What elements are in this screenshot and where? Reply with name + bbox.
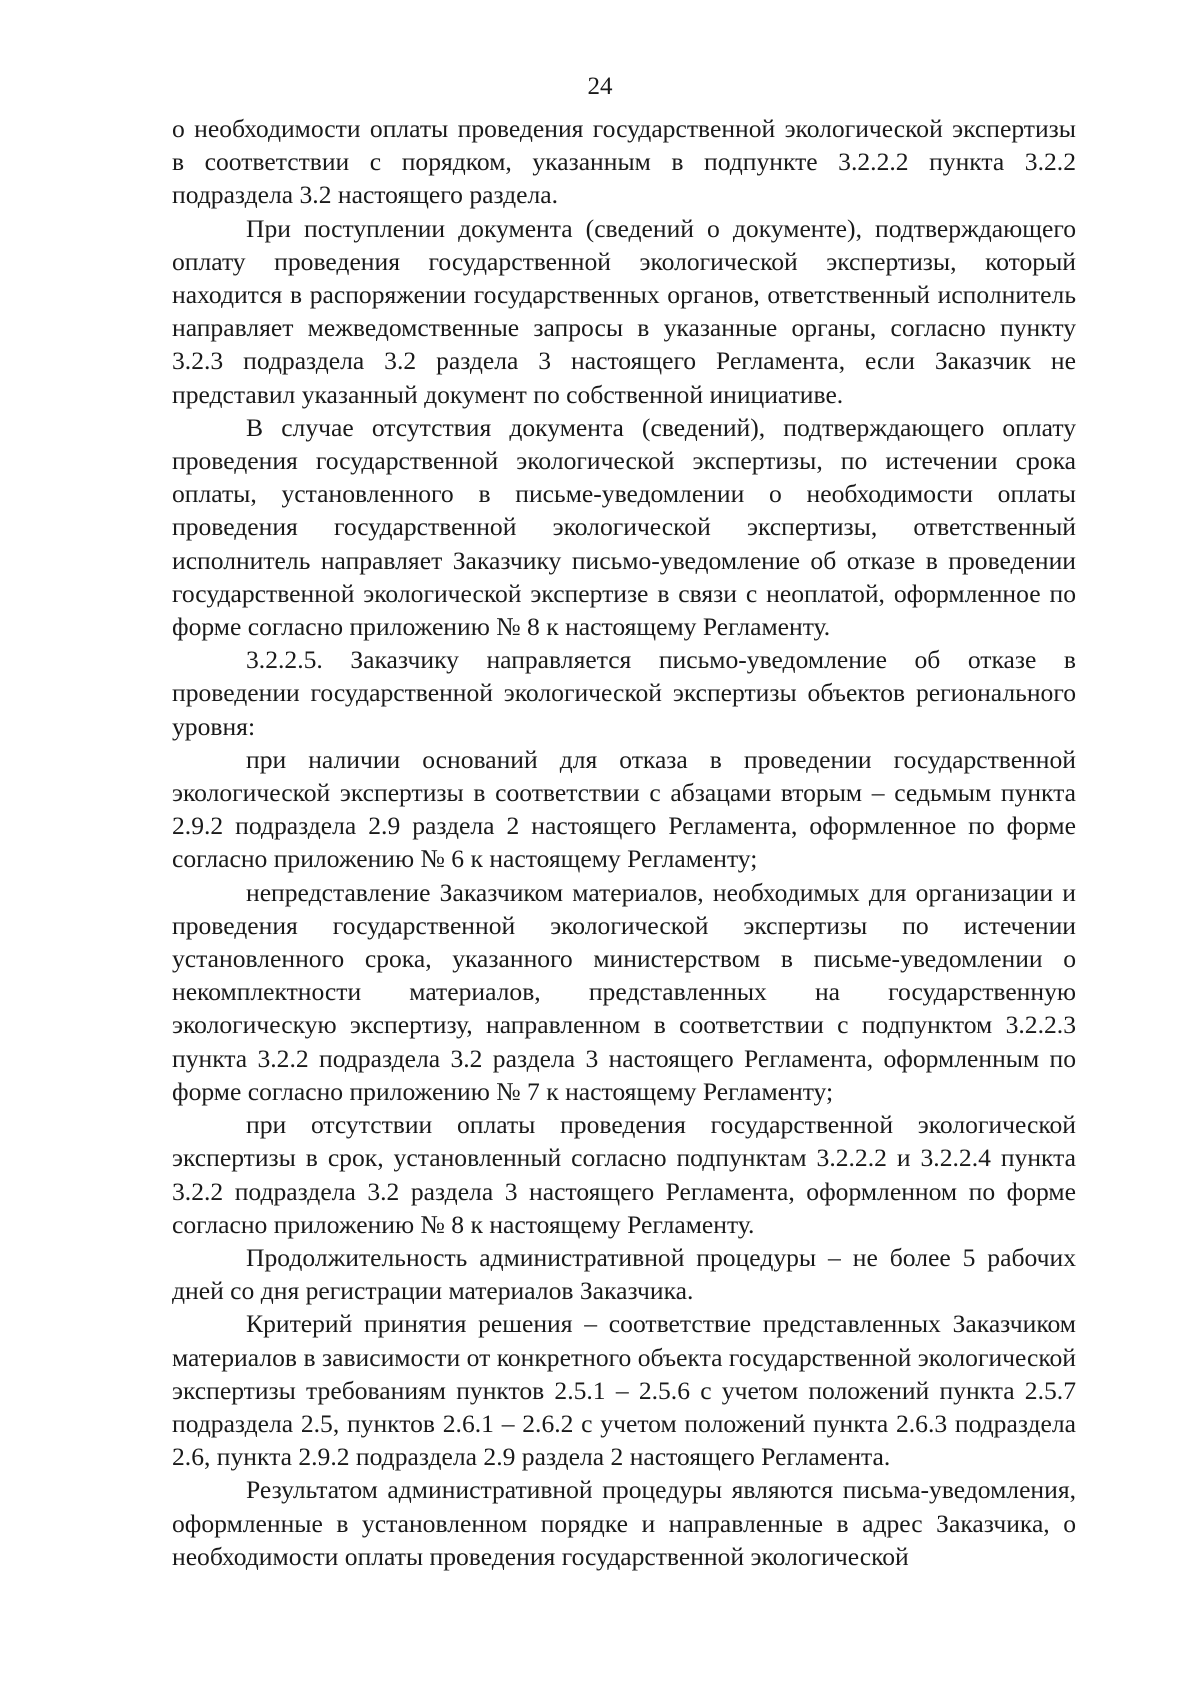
paragraph: непредставление Заказчиком материалов, необходимых для организации и проведения государственной экологической экспертизы по истечении установленного срока, указанного министерством в письме-уведомлении о некомплектности материалов, представленных на государственную экологическую экспертизу, направленном в соответствии с подпунктом 3.2.2.3 пункта 3.2.2 подраздела 3.2 раздела 3 настоящего Регламента, оформленным по форме согласно приложению № 7 к настоящему Регламенту; — [172, 877, 1076, 1106]
paragraph: При поступлении документа (сведений о документе), подтверждающего оплату проведения государственной экологической экспертизы, который находится в распоряжении государственных органов, ответственный исполнитель направляет межведомственные запросы в указанные органы, согласно пункту 3.2.3 подраздела 3.2 раздела 3 настоящего Регламента, если Заказчик не представил указанный документ по собственной инициативе. — [172, 213, 1076, 409]
paragraph: о необходимости оплаты проведения государственной экологической экспертизы в соответствии с порядком, указанным в подпункте 3.2.2.2 пункта 3.2.2 подраздела 3.2 настоящего раздела. — [172, 114, 1076, 210]
paragraph: при отсутствии оплаты проведения государственной экологической экспертизы в срок, установленный согласно подпунктам 3.2.2.2 и 3.2.2.4 пункта 3.2.2 подраздела 3.2 раздела 3 настоящего Регламента, оформленном по форме согласно приложению № 8 к настоящему Регламенту. — [172, 1110, 1076, 1239]
paragraph: при наличии оснований для отказа в проведении государственной экологической экспертизы в соответствии с абзацами вторым – седьмым пункта 2.9.2 подраздела 2.9 раздела 2 настоящего Регламента, оформленное по форме согласно приложению № 6 к настоящему Регламенту; — [172, 744, 1076, 874]
page-number: 24 — [587, 73, 613, 100]
paragraph: В случае отсутствия документа (сведений), подтверждающего оплату проведения государственной экологической экспертизы, по истечении срока оплаты, установленного в письме-уведомлении о необходимости оплаты проведения государственной экологической экспертизы, ответственный исполнитель направляет Заказчику письмо-уведомление об отказе в проведении государственной экологической экспертизе в связи с неоплатой, оформленное по форме согласно приложению № 8 к настоящему Регламенту. — [172, 412, 1076, 642]
document-body — [172, 112, 1076, 1573]
paragraph: Продолжительность административной процедуры – не более 5 рабочих дней со дня регистрации материалов Заказчика. — [172, 1242, 1076, 1306]
paragraph: Результатом административной процедуры являются письма-уведомления, оформленные в установленном порядке и направленные в адрес Заказчика, о необходимости оплаты проведения государственной экологической — [172, 1475, 1076, 1571]
paragraph: Критерий принятия решения – соответствие представленных Заказчиком материалов в зависимости от конкретного объекта государственной экологической экспертизы требованиям пунктов 2.5.1 – 2.5.6 с учетом положений пункта 2.5.7 подраздела 2.5, пунктов 2.6.1 – 2.6.2 с учетом положений пункта 2.6.3 подраздела 2.6, пункта 2.9.2 подраздела 2.9 раздела 2 настоящего Регламента. — [172, 1309, 1076, 1472]
paragraph: 3.2.2.5. Заказчику направляется письмо-уведомление об отказе в проведении государственной экологической экспертизы объектов регионального уровня: — [172, 645, 1076, 741]
